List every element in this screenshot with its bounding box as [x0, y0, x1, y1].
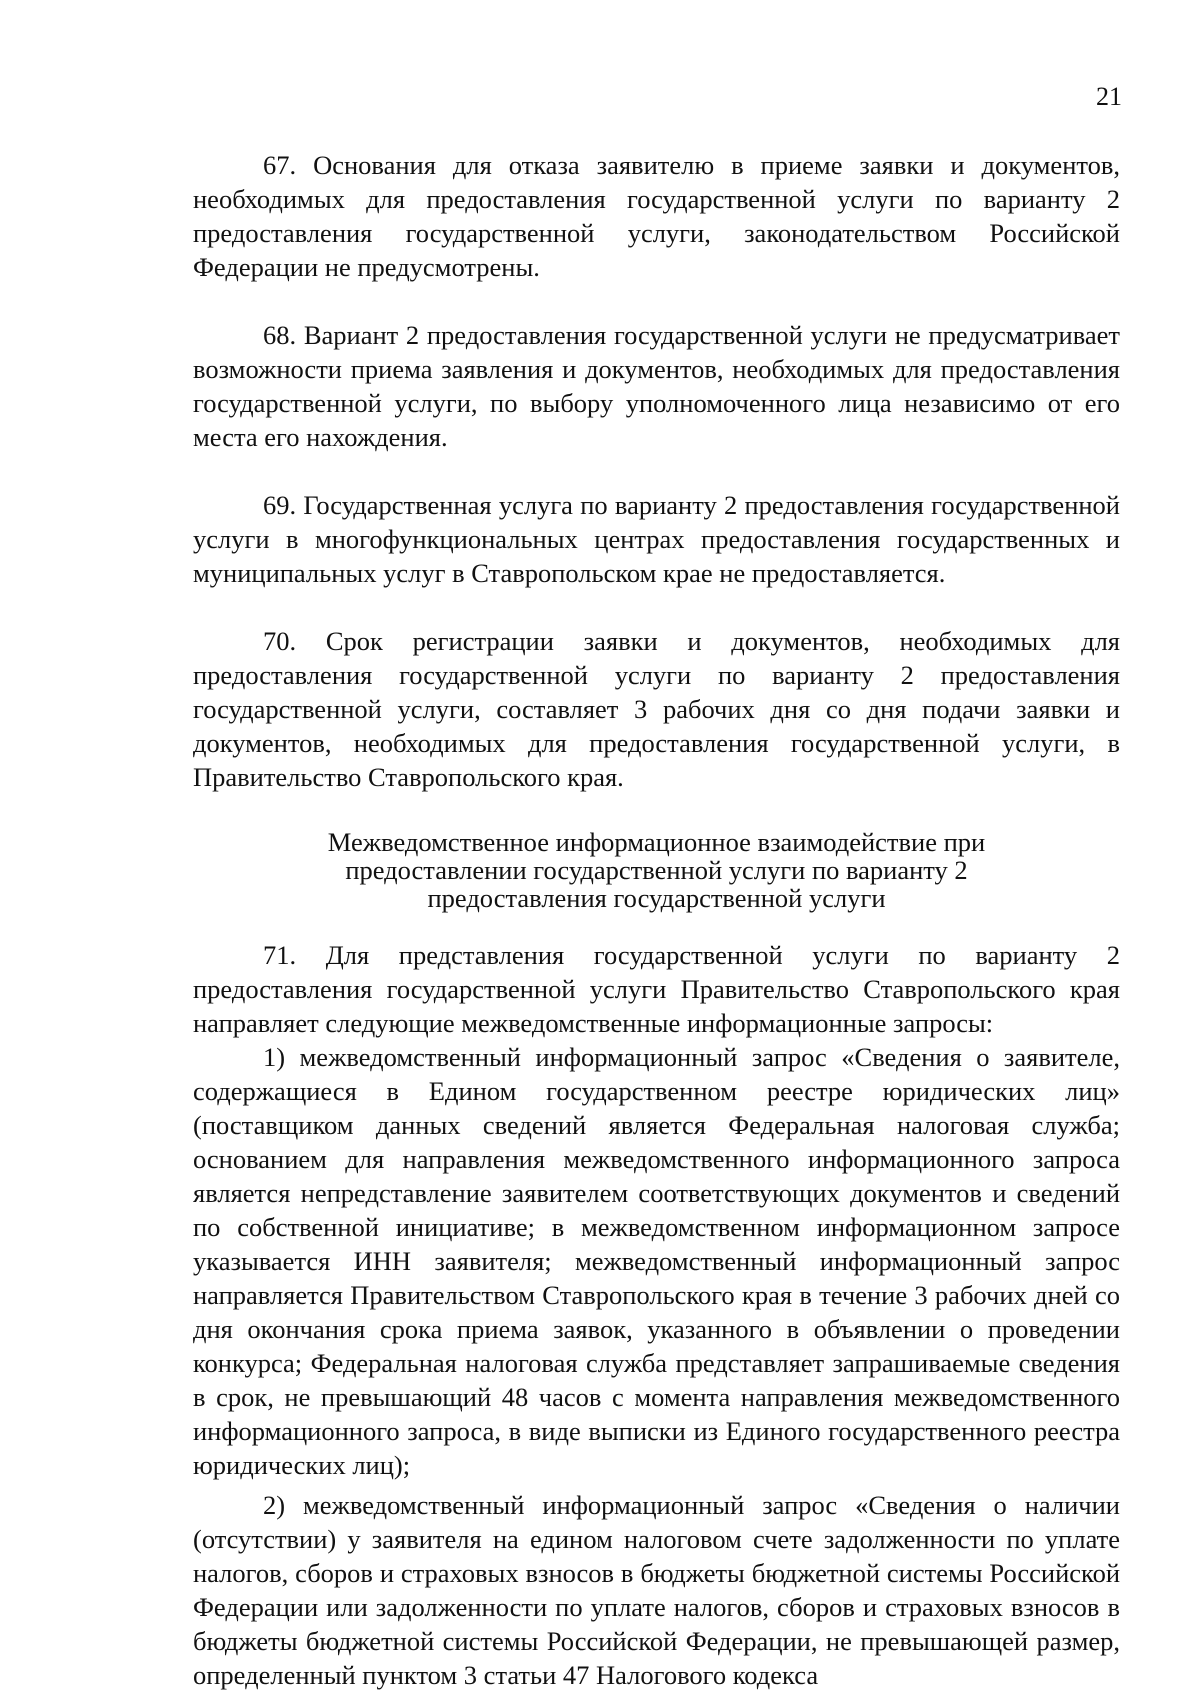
- paragraph-67: 67. Основания для отказа заявителю в приеме заявки и документов, необходимых для предоставления государственной услуги по варианту 2 предоставления государственной услуги, законодательством Российской Федерации не предусмотрены.: [193, 150, 1120, 282]
- paragraph-71: 71. Для представления государственной услуги по варианту 2 предоставления государственной услуги Правительство Ставропольского края направляет следующие межведомственные информационные запросы:: [193, 940, 1120, 1038]
- paragraph-68: 68. Вариант 2 предоставления государственной услуги не предусматривает возможности приема заявления и документов, необходимых для предоставления государственной услуги, по выбору уполномоченного лица независимо от его места его нахождения.: [193, 320, 1120, 452]
- paragraph-69: 69. Государственная услуга по варианту 2 предоставления государственной услуги в многофункциональных центрах предоставления государственных и муниципальных услуг в Ставропольском крае не предоставляется.: [193, 490, 1120, 588]
- page-number: 21: [1096, 82, 1122, 111]
- section-heading-line-1: Межведомственное информационное взаимодействие при: [327, 827, 986, 857]
- section-heading-line-3: предоставления государственной услуги: [427, 883, 886, 913]
- section-heading-line-2: предоставлении государственной услуги по варианту 2: [345, 855, 968, 885]
- list-item-1: 1) межведомственный информационный запрос «Сведения о заявителе, содержащиеся в Едином государственном реестре юридических лиц» (поставщиком данных сведений является Федеральная налоговая служба; основанием для направления межведомственного информационного запроса является непредставление заявителем соответствующих документов и сведений по собственной инициативе; в межведомственном информационном запросе указывается ИНН заявителя; межведомственный информационный запрос направляется Правительством Ставропольского края в течение 3 рабочих дней со дня окончания срока приема заявок, указанного в объявлении о проведении конкурса; Федеральная налоговая служба представляет запрашиваемые сведения в срок, не превышающий 48 часов с момента направления межведомственного информационного запроса, в виде выписки из Единого государственного реестра юридических лиц);: [193, 1042, 1120, 1480]
- paragraph-70: 70. Срок регистрации заявки и документов, необходимых для предоставления государственной услуги по варианту 2 предоставления государственной услуги, составляет 3 рабочих дня со дня подачи заявки и документов, необходимых для предоставления государственной услуги, в Правительство Ставропольского края.: [193, 626, 1120, 792]
- section-heading: [193, 828, 1120, 912]
- document-body: [193, 148, 1120, 1692]
- list-item-2: 2) межведомственный информационный запрос «Сведения о наличии (отсутствии) у заявителя на едином налоговом счете задолженности по уплате налогов, сборов и страховых взносов в бюджеты бюджетной системы Российской Федерации или задолженности по уплате налогов, сборов и страховых взносов в бюджеты бюджетной системы Российской Федерации, не превышающей размер, определенный пунктом 3 статьи 47 Налогового кодекса: [193, 1490, 1120, 1690]
